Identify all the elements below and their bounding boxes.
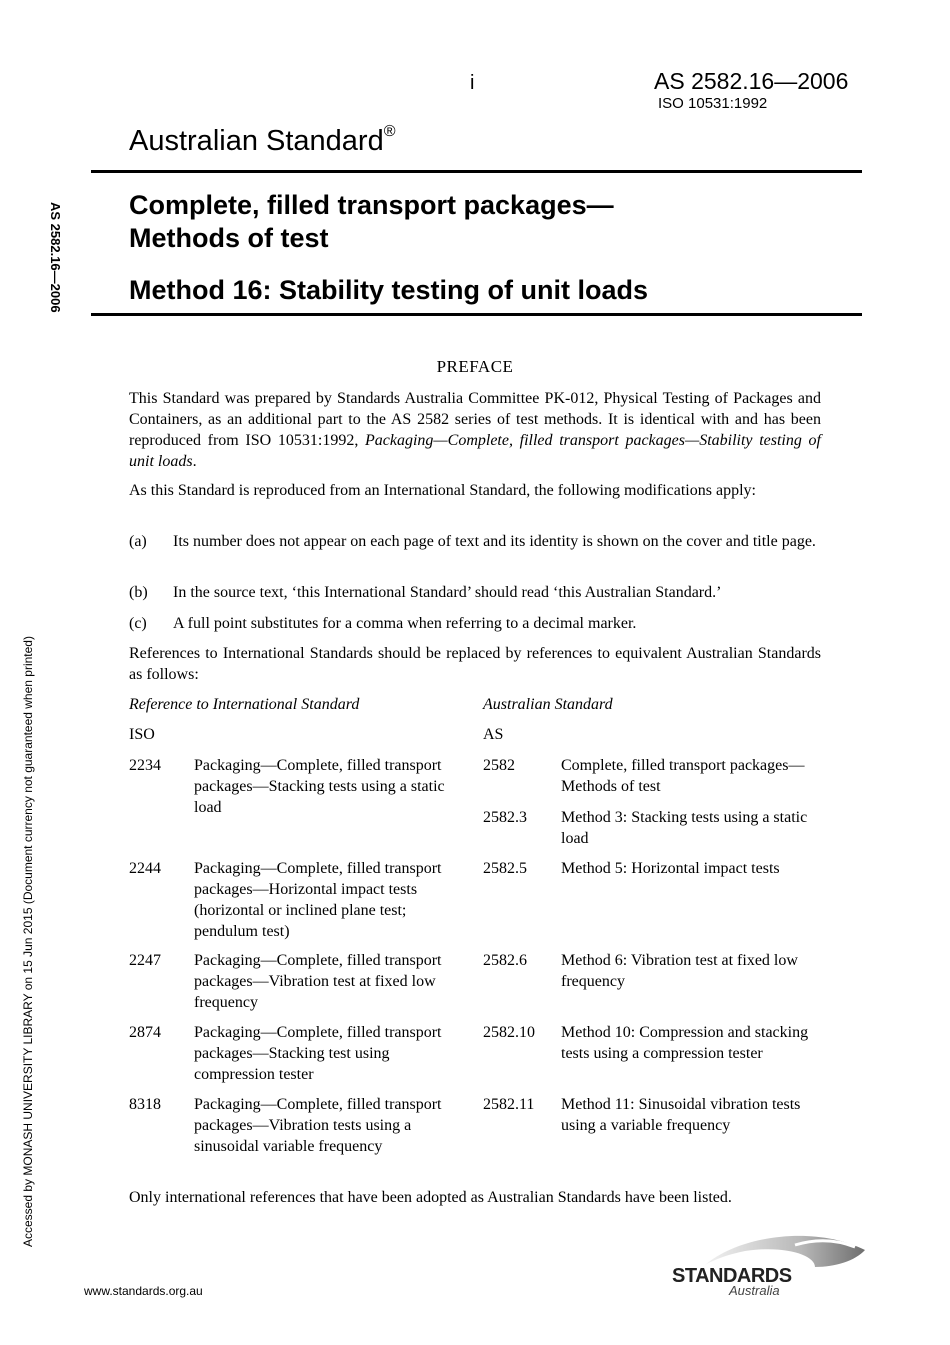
registered-mark: ® xyxy=(383,123,396,140)
page-number: i xyxy=(470,72,475,94)
iso-number-cell: 2234 xyxy=(129,757,161,774)
as-title-cell: Method 11: Sinusoidal vibration tests using a variable frequency xyxy=(561,1096,801,1134)
iso-title-cell: Packaging—Complete, filled transport packages—Horizontal impact tests (horizontal or inclined plane test; pendulum test) xyxy=(194,860,442,940)
logo-sub: Australia xyxy=(729,1283,780,1298)
preface-paragraph-1-end: . xyxy=(192,453,197,470)
closing-paragraph: Only international references that have been adopted as Australian Standards have been listed. xyxy=(129,1189,732,1206)
as-number-cell: 2582 xyxy=(483,757,515,774)
preface-paragraph-1-lead: This Standard was prepared by Standards Australia Committee PK-012, Physical Testing of Packages and Containers, as an additional part to the AS 2582 series of test methods. It is identical with and has been reproduced from ISO 10531:1992, xyxy=(129,390,821,449)
method-title: Method 16: Stability testing of unit loads xyxy=(129,275,649,305)
standard-label-text: Australian Standard xyxy=(129,125,384,157)
standard-label xyxy=(129,125,396,158)
logo-word: STANDARDS xyxy=(672,1265,792,1287)
as-number-cell: 2582.6 xyxy=(483,952,527,969)
preface-paragraph-3: References to International Standards should be replaced by references to equivalent Australian Standards as follows: xyxy=(129,645,821,683)
as-number-cell: 2582.10 xyxy=(483,1024,535,1041)
preface-paragraph-1-title: Packaging—Complete, filled transport packages—Stability testing of unit loads xyxy=(129,432,821,470)
standards-australia-logo xyxy=(665,1225,870,1300)
iso-number: ISO 10531:1992 xyxy=(658,95,768,112)
iso-title-cell: Packaging—Complete, filled transport packages—Stacking tests using a static load xyxy=(194,757,445,816)
modification-letter: (c) xyxy=(129,615,147,632)
as-title-cell: Method 10: Compression and stacking tests using a compression tester xyxy=(561,1024,809,1062)
iso-number-cell: 2244 xyxy=(129,860,161,877)
title-line-2: Methods of test xyxy=(129,223,329,253)
modification-item xyxy=(129,531,821,552)
table-header-international: Reference to International Standard xyxy=(129,696,360,713)
document-number: AS 2582.16—2006 xyxy=(654,68,849,94)
as-title-cell: Complete, filled transport packages—Methods of test xyxy=(561,757,805,795)
as-number-cell: 2582.3 xyxy=(483,809,527,826)
table-prefix-iso: ISO xyxy=(129,726,155,743)
logo-swoosh-icon xyxy=(705,1236,865,1267)
iso-number-cell: 2247 xyxy=(129,952,161,969)
iso-number-cell: 8318 xyxy=(129,1096,161,1113)
modification-letter: (b) xyxy=(129,584,148,601)
iso-title-cell: Packaging—Complete, filled transport packages—Vibration tests using a sinusoidal variable frequency xyxy=(194,1096,442,1155)
preface-heading: PREFACE xyxy=(436,357,514,376)
title-top-rule xyxy=(91,170,862,173)
modification-text: Its number does not appear on each page of text and its identity is shown on the cover and title page. xyxy=(173,533,816,550)
iso-title-cell: Packaging—Complete, filled transport packages—Stacking test using compression tester xyxy=(194,1024,442,1083)
table-header-australian: Australian Standard xyxy=(483,696,613,713)
as-title-cell: Method 3: Stacking tests using a static load xyxy=(561,809,808,847)
preface-paragraph-2: As this Standard is reproduced from an International Standard, the following modifications apply: xyxy=(129,482,756,499)
as-number-cell: 2582.11 xyxy=(483,1096,535,1113)
iso-title-cell: Packaging—Complete, filled transport packages—Vibration test at fixed low frequency xyxy=(194,952,442,1011)
modification-item xyxy=(129,582,821,603)
as-number-cell: 2582.5 xyxy=(483,860,527,877)
title-line-1: Complete, filled transport packages— xyxy=(129,190,614,220)
as-title-cell: Method 6: Vibration test at fixed low frequency xyxy=(561,952,798,990)
as-title-cell: Method 5: Horizontal impact tests xyxy=(561,860,780,877)
preface-paragraph-1 xyxy=(129,388,821,472)
spine-text: AS 2582.16—2006 xyxy=(48,202,63,313)
modification-text: A full point substitutes for a comma when referring to a decimal marker. xyxy=(173,615,637,632)
access-note: Accessed by MONASH UNIVERSITY LIBRARY on 15 Jun 2015 (Document currency not guaranteed when printed) xyxy=(21,636,35,1247)
website-link[interactable]: www.standards.org.au xyxy=(84,1284,203,1298)
modification-letter: (a) xyxy=(129,533,147,550)
modification-item xyxy=(129,613,821,634)
title-bottom-rule xyxy=(91,313,862,316)
table-prefix-as: AS xyxy=(483,726,504,743)
iso-number-cell: 2874 xyxy=(129,1024,161,1041)
modification-text: In the source text, ‘this International Standard’ should read ‘this Australian Standard.’ xyxy=(173,584,722,601)
document-title xyxy=(129,189,614,255)
